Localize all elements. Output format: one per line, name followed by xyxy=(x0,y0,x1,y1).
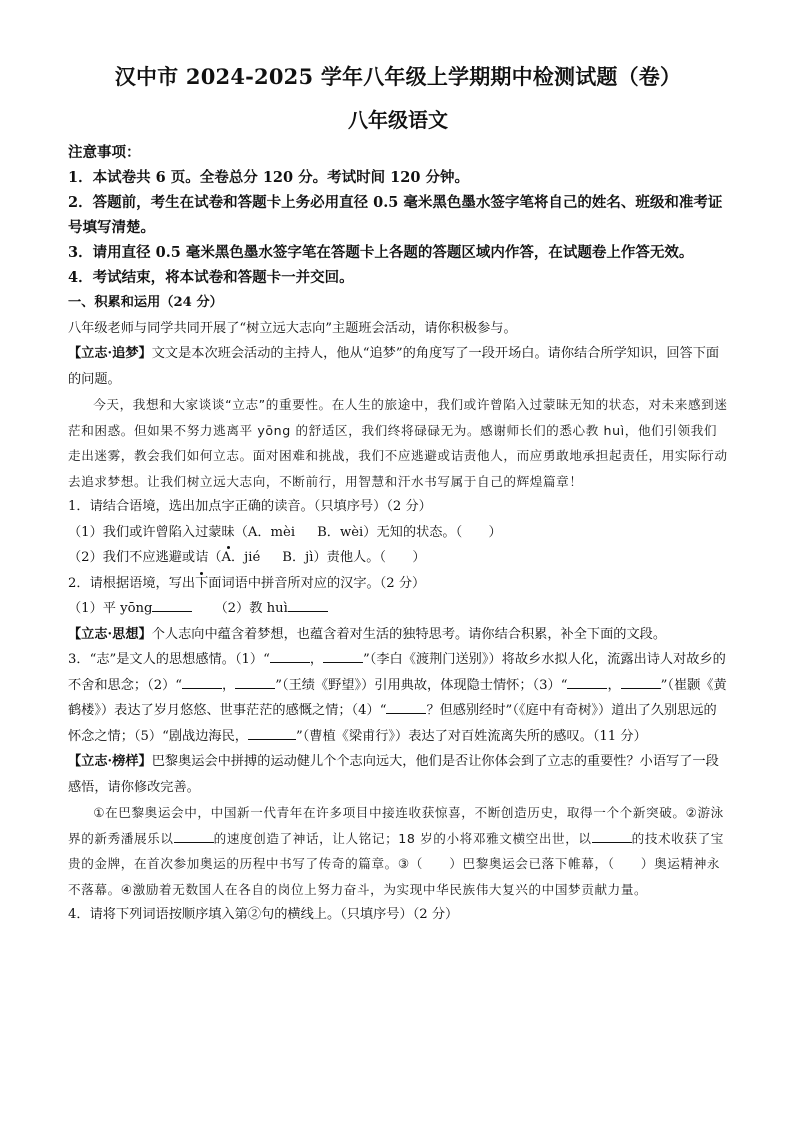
answer-blank[interactable] xyxy=(567,674,607,689)
question-stem: 2．请根据语境，写出下面词语中拼音所对应的汉字。（2 分） xyxy=(68,575,426,591)
answer-blank[interactable] xyxy=(386,699,426,714)
answer-blank[interactable] xyxy=(323,648,363,663)
part-tag: 【立志·思想】 xyxy=(68,626,152,642)
dotted-char: 诘 xyxy=(195,545,208,571)
notice-item: 2．答题前，考生在试卷和答题卡上务必用直径 0.5 毫米黑色墨水签字笔将自己的姓名、班级和准考证号填写清楚。 xyxy=(68,194,723,236)
notice-item: 3．请用直径 0.5 毫米黑色墨水签字笔在答题卡上各题的答题区域内作答，在试题卷上作答无效。 xyxy=(68,244,694,261)
part-intro xyxy=(68,622,728,648)
section-heading: 一、积累和运用（24 分） xyxy=(68,295,223,310)
answer-blank[interactable] xyxy=(174,828,214,843)
answer-blank[interactable] xyxy=(248,725,296,740)
dotted-char: 昧 xyxy=(221,520,234,546)
answer-blank[interactable] xyxy=(288,597,328,612)
question-fill-in: 3．“志”是文人的思想感情。（1）“ ， ”（李白《渡荆门送别》）将故乡水拟人化，流露出诗人对故乡的不舍和思念；（2）“ ， ”（王绩《野望》）引用典故，体现隐士情怀；（3）“ ， ”（崔颢《黄鹤楼》）表达了岁月悠悠、世事茫茫的感慨之情；（4）“ ？但感别经时”（《庭中有奇树》）道出了久别思远的怀念之情；（5）“剧战边海民， ”（曹植《梁甫行》）表达了对百姓流离失所的感叹。（11 分） xyxy=(68,647,728,749)
question-stem: 1．请结合语境，选出加点字正确的读音。（只填序号）（2 分） xyxy=(68,499,432,514)
exam-title: 汉中市 2024-2025 学年八年级上学期期中检测试题（卷） xyxy=(114,64,682,89)
answer-blank[interactable] xyxy=(270,648,310,663)
question-item: （1）我们或许曾陷入过蒙昧（A．mèi B．wèi）无知的状态。（ ） xyxy=(68,520,728,546)
section-intro: 八年级老师与同学共同开展了“树立远大志向”主题班会活动，请你积极参与。 xyxy=(68,320,517,336)
reading-passage: 今天，我想和大家谈谈“立志”的重要性。在人生的旅途中，我们或许曾陷入过蒙昧无知的状态，对未来感到迷茫和困惑。但如果不努力逃离平 yōng 的舒适区，我们终将碌碌无为。感谢师长们的悉心教 huì，他们引领我们走出迷雾，教会我们如何立志。面对困难和挑战，我们不应逃避或诘责他人，而应勇敢地承担起责任，用实际行动去追求梦想。让我们树立远大志向，不断前行，用智慧和汗水书写属于自己的辉煌篇章！ xyxy=(68,397,728,489)
question-stem: 4．请将下列词语按顺序填入第②句的横线上。（只填序号）（2 分） xyxy=(68,907,459,922)
question-item: （2）我们不应逃避或诘（A．jié B．jì）责他人。（ ） xyxy=(68,545,728,571)
answer-blank[interactable] xyxy=(235,674,275,689)
question-item: （1）平 yōng （2）教 huì xyxy=(68,596,728,622)
answer-blank[interactable] xyxy=(621,674,661,689)
exam-subtitle: 八年级语文 xyxy=(348,108,448,132)
reading-passage: ①在巴黎奥运会中，中国新一代青年在许多项目中接连收获惊喜，不断创造历史，取得一个个新突破。②游泳界的新秀潘展乐以 的速度创造了神话，让人铭记；18 岁的小将邓雅文横空出世，以 的技术收获了宝贵的金牌，在首次参加奥运的历程中书写了传奇的篇章。③（ ）巴黎奥运会已落下帷幕，（ ）奥运精神永不落幕。④激励着无数国人在各自的岗位上努力奋斗，为实现中华民族伟大复兴的中国梦贡献力量。 xyxy=(68,805,724,897)
answer-blank[interactable] xyxy=(152,597,192,612)
part-text: 巴黎奥运会中拼搏的运动健儿个个志向远大，他们是否让你体会到了立志的重要性？小语写了一段感悟，请你修改完善。 xyxy=(68,754,719,795)
answer-blank[interactable] xyxy=(182,674,222,689)
part-text: 文文是本次班会活动的主持人，他从“追梦”的角度写了一段开场白。请你结合所学知识，回答下面的问题。 xyxy=(68,346,720,387)
part-tag: 【立志·榜样】 xyxy=(68,754,152,769)
part-intro xyxy=(68,749,728,800)
part-intro xyxy=(68,341,728,392)
notice-item: 1．本试卷共 6 页。全卷总分 120 分。考试时间 120 分钟。 xyxy=(68,169,469,186)
notice-block xyxy=(68,140,728,290)
part-text: 个人志向中蕴含着梦想，也蕴含着对生活的独特思考。请你结合积累，补全下面的文段。 xyxy=(151,626,667,642)
part-tag: 【立志·追梦】 xyxy=(68,346,152,361)
notice-item: 4．考试结束，将本试卷和答题卡一并交回。 xyxy=(68,269,354,286)
answer-blank[interactable] xyxy=(592,828,632,843)
notice-heading: 注意事项： xyxy=(68,144,141,161)
